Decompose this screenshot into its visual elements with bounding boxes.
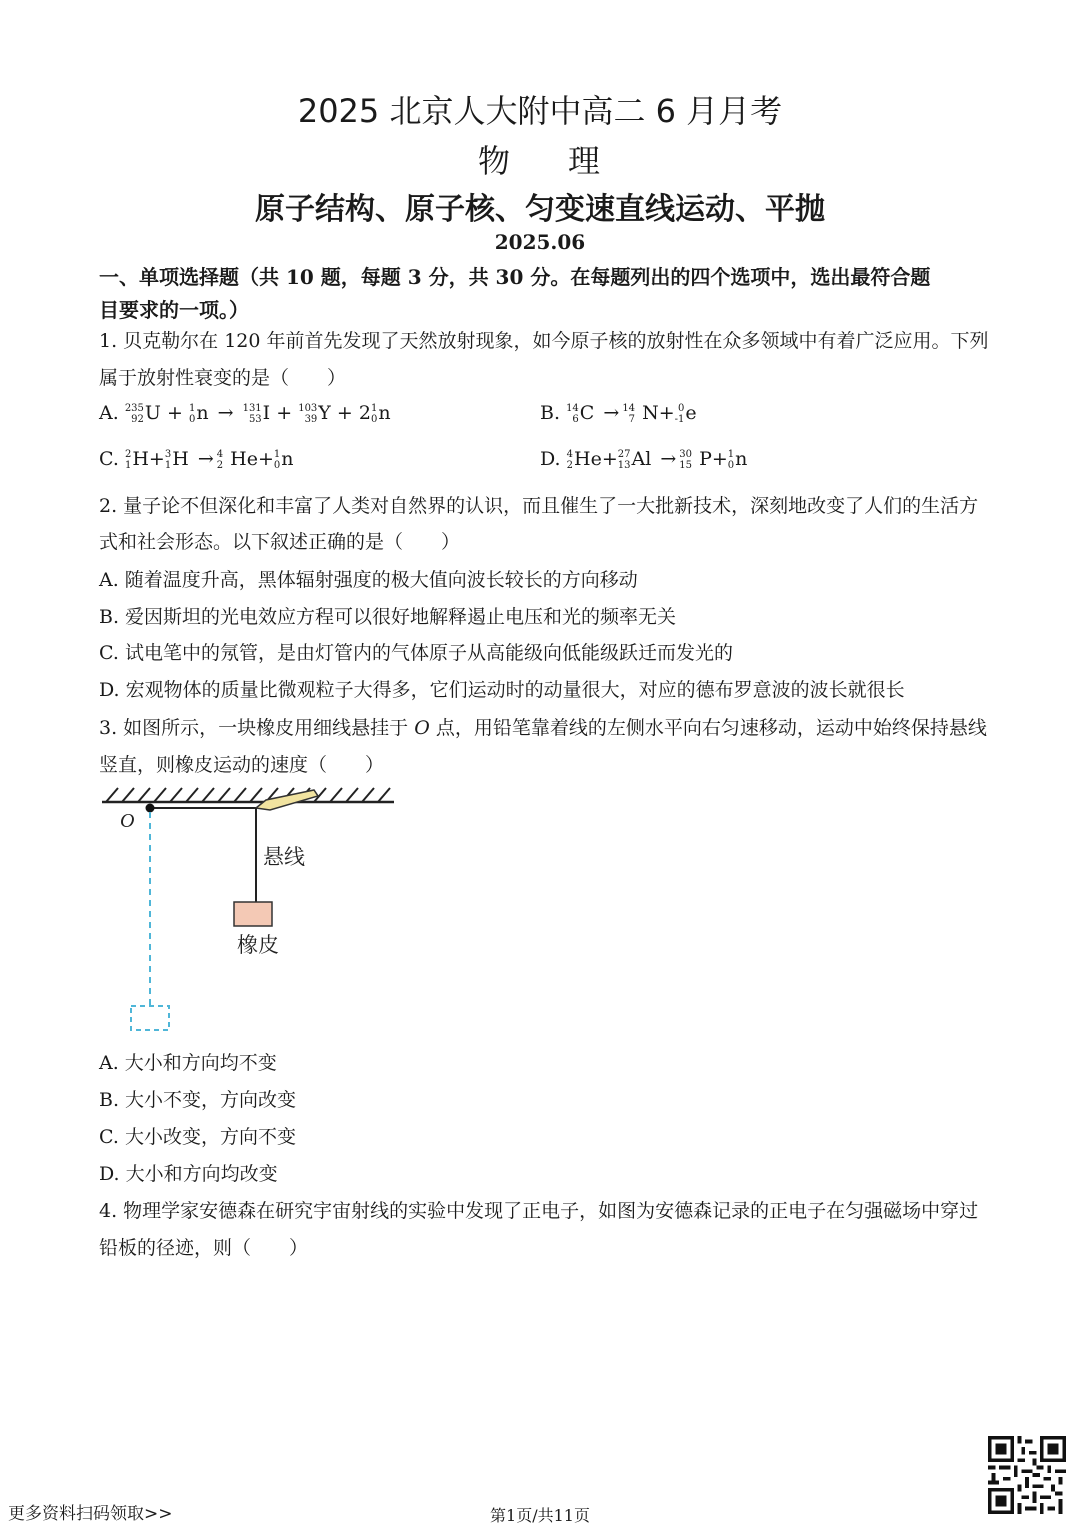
eraser (234, 902, 272, 926)
more-resources-link[interactable]: 更多资料扫码领取>> (8, 1504, 173, 1524)
page-number: 第1页/共11页 (490, 1506, 590, 1525)
q4-stem-line2: 铅板的径迹，则（ ） (99, 1237, 309, 1259)
q1-stem-line2: 属于放射性衰变的是（ ） (99, 367, 347, 389)
q2-option-d: D. 宏观物体的质量比微观粒子大得多，它们运动时的动量很大，对应的德布罗意波的波长就很长 (99, 679, 905, 701)
q2-stem-line1: 2. 量子论不但深化和丰富了人类对自然界的认识，而且催生了一大批新技术，深刻地改变了人们的生活方 (99, 495, 979, 517)
q2-option-c: C. 试电笔中的氖管，是由灯管内的气体原子从高能级向低能级跃迁而发光的 (99, 642, 733, 664)
section-heading-line1: 一、单项选择题（共 10 题，每题 3 分，共 30 分。在每题列出的四个选项中，选出最符合题 (99, 265, 931, 289)
q2-option-b: B. 爱因斯坦的光电效应方程可以很好地解释遏止电压和光的频率无关 (99, 606, 677, 628)
q1-option-c: C. 2 1 H+ 3 1 H → 4 2 He+ 1 0 n (99, 448, 294, 471)
exam-title: 2025 北京人大附中高二 6 月月考 (297, 92, 783, 130)
eraser-label: 橡皮 (237, 933, 279, 957)
q3-option-a: A. 大小和方向均不变 (99, 1052, 277, 1074)
q3-figure (96, 782, 406, 1042)
q3-option-c: C. 大小改变，方向不变 (99, 1126, 296, 1148)
subject-left: 物 (477, 142, 512, 180)
dashed-eraser-final (131, 1006, 169, 1030)
ceiling-hatch (106, 788, 390, 802)
topics-title: 原子结构、原子核、匀变速直线运动、平抛 (255, 192, 825, 227)
pencil (256, 790, 318, 810)
qr-code-icon[interactable] (988, 1436, 1066, 1514)
q1-stem-line1: 1. 贝克勒尔在 120 年前首先发现了天然放射现象，如今原子核的放射性在众多领域中有着广泛应用。下列 (99, 330, 989, 352)
exam-date: 2025.06 (494, 230, 586, 254)
subject-right: 理 (568, 142, 603, 180)
q3-option-d: D. 大小和方向均改变 (99, 1163, 278, 1185)
q3-stem-line1: 3. 如图所示，一块橡皮用细线悬挂于 O 点，用铅笔靠着线的左侧水平向右匀速移动，运动中始终保持悬线 (99, 717, 987, 739)
q2-stem-line2: 式和社会形态。以下叙述正确的是（ ） (99, 531, 461, 553)
point-o-label: O (120, 810, 135, 832)
q3-stem-line2: 竖直，则橡皮运动的速度（ ） (99, 754, 385, 776)
point-o (146, 804, 155, 813)
q4-stem-line1: 4. 物理学家安德森在研究宇宙射线的实验中发现了正电子，如图为安德森记录的正电子在匀强磁场中穿过 (99, 1200, 979, 1222)
q3-option-b: B. 大小不变，方向改变 (99, 1089, 297, 1111)
string-label: 悬线 (263, 845, 305, 869)
q2-option-a: A. 随着温度升高，黑体辐射强度的极大值向波长较长的方向移动 (99, 569, 638, 591)
section-heading-line2: 目要求的一项。） (99, 298, 249, 322)
q1-option-d: D. 4 2 He+ 27 13 Al → 30 15 P+ 1 0 n (540, 448, 748, 471)
subject-title (0, 136, 1080, 182)
q1-option-a: A. 235 92 U + 1 0 n → 131 53 I + 103 39 Y + 2 1 0 n (99, 402, 391, 425)
q1-option-b: B. 14 6 C → 14 7 N+ 0 -1 e (540, 402, 697, 425)
